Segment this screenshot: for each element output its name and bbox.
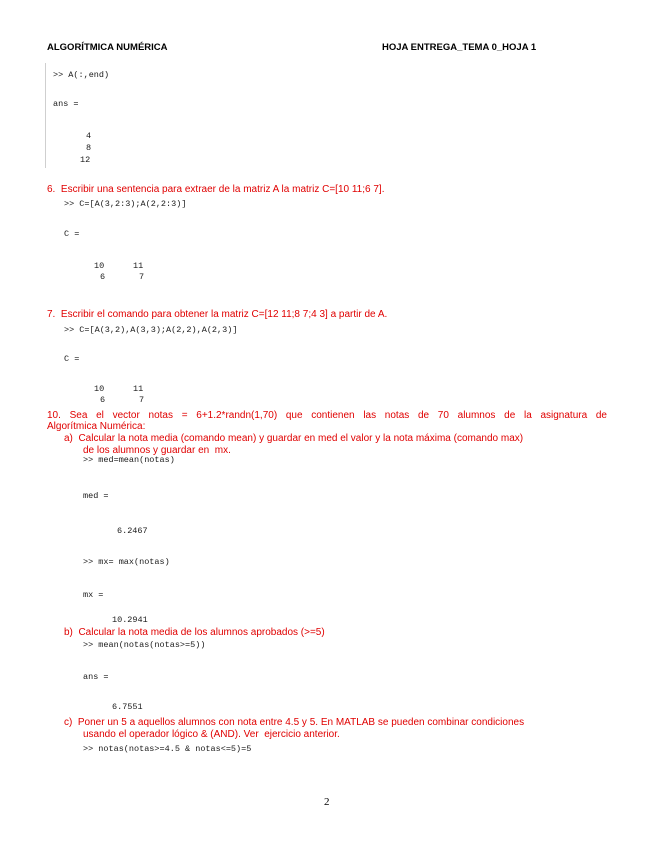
question-10a-command-mean: >> med=mean(notas)	[83, 455, 175, 465]
question-6-text: 6. Escribir una sentencia para extraer de la matriz A la matriz C=[10 11;6 7].	[47, 184, 385, 195]
matrix-cell: 7	[139, 272, 145, 282]
matrix-cell: 10	[94, 261, 105, 271]
question-6-command: >> C=[A(3,2:3);A(2,2:3)]	[64, 199, 187, 209]
question-10a-output-value-mx: 10.2941	[112, 615, 148, 625]
matrix-cell: 6	[100, 395, 106, 405]
question-10b-text: b) Calcular la nota media de los alumnos aprobados (>=5)	[64, 627, 325, 638]
matrix-cell: 11	[133, 261, 144, 271]
question-7-command: >> C=[A(3,2),A(3,3);A(2,2),A(2,3)]	[64, 325, 238, 335]
header-right-title: HOJA ENTREGA_TEMA 0_HOJA 1	[382, 42, 537, 53]
question-10b-output-value: 6.7551	[112, 702, 143, 712]
question-10a-output-label-med: med =	[83, 491, 109, 501]
question-10a-command-max: >> mx= max(notas)	[83, 557, 170, 567]
code-command: >> A(:,end)	[53, 70, 110, 80]
question-10c-command: >> notas(notas>=4.5 & notas<=5)=5	[83, 744, 252, 754]
code-block-border	[45, 63, 46, 168]
question-10-text-line2: Algorítmica Numérica:	[47, 421, 146, 432]
question-10a-text-line1: a) Calcular la nota media (comando mean) y guardar en med el valor y la nota máxima (comando max)	[64, 433, 524, 444]
code-output-value: 8	[86, 143, 92, 153]
matrix-cell: 11	[133, 384, 144, 394]
question-10b-output-label: ans =	[83, 672, 109, 682]
matrix-cell: 6	[100, 272, 106, 282]
code-output-value: 12	[80, 155, 91, 165]
code-output-value: 4	[86, 131, 92, 141]
matrix-cell: 10	[94, 384, 105, 394]
question-10a-output-value-med: 6.2467	[117, 526, 148, 536]
question-10c-text-line2: usando el operador lógico & (AND). Ver ejercicio anterior.	[83, 729, 340, 740]
question-10a-text-line2: de los alumnos y guardar en mx.	[83, 445, 231, 456]
question-10a-output-label-mx: mx =	[83, 590, 104, 600]
question-7-text: 7. Escribir el comando para obtener la matriz C=[12 11;8 7;4 3] a partir de A.	[47, 309, 388, 320]
question-10-text-line1: 10. Sea el vector notas = 6+1.2*randn(1,70) que contienen las notas de 70 alumnos de la asignatura de	[47, 410, 607, 421]
question-7-output-label: C =	[64, 354, 80, 364]
question-10b-command: >> mean(notas(notas>=5))	[83, 640, 206, 650]
matrix-cell: 7	[139, 395, 145, 405]
question-6-output-label: C =	[64, 229, 80, 239]
code-output-label: ans =	[53, 99, 79, 109]
page-number: 2	[324, 796, 330, 808]
header-left-title: ALGORÍTMICA NUMÉRICA	[47, 42, 168, 53]
question-10c-text-line1: c) Poner un 5 a aquellos alumnos con nota entre 4.5 y 5. En MATLAB se pueden combinar condiciones	[64, 717, 525, 728]
